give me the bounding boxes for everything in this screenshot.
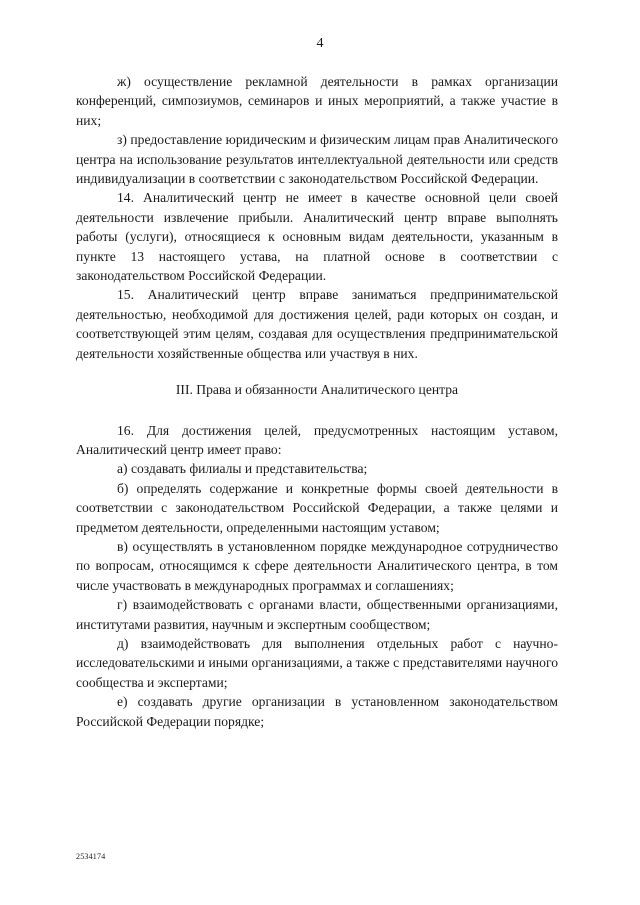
document-body (76, 72, 558, 731)
paragraph-d: д) взаимодействовать для выполнения отдельных работ с научно-исследовательскими и иными организациями, а также с представителями научного сообщества и экспертами; (76, 635, 558, 690)
paragraph-16: 16. Для достижения целей, предусмотренных настоящим уставом, Аналитический центр имеет право: (76, 422, 558, 457)
paragraph-15: 15. Аналитический центр вправе заниматься предпринимательской деятельностью, необходимой для достижения целей, ради которых он создан, и соответствующей этим целям, создавая для осуществления предпринимательской деятельности хозяйственные общества или участвуя в них. (76, 287, 558, 361)
paragraph-g: г) взаимодействовать с органами власти, общественными организациями, институтами развития, научным и экспертным сообществом; (76, 597, 558, 632)
page-number: 4 (316, 36, 324, 51)
paragraph-b: б) определять содержание и конкретные формы своей деятельности в соответствии с законодательством Российской Федерации, а также целями и предметом деятельности, определенными настоящим уставом; (76, 480, 558, 535)
paragraph-a: а) создавать филиалы и представительства; (117, 461, 368, 477)
paragraph-14: 14. Аналитический центр не имеет в качестве основной цели своей деятельности извлечение прибыли. Аналитический центр вправе выполнять работы (услуги), относящиеся к основным видам деятельности, указанным в пункте 13 настоящего устава, на платной основе в соответствии с законодательством Российской Федерации. (76, 190, 558, 284)
paragraph-zh: ж) осуществление рекламной деятельности в рамках организации конференций, симпозиумов, семинаров и иных мероприятий, а также участие в них; (76, 74, 558, 128)
section-heading: III. Права и обязанности Аналитического центра (175, 382, 459, 398)
paragraph-v: в) осуществлять в установленном порядке международное сотрудничество по вопросам, относящимся к сфере деятельности Аналитического центра, в том числе участвовать в международных программах и соглашениях; (76, 538, 558, 593)
paragraph-e: е) создавать другие организации в установленном законодательством Российской Федерации порядке; (76, 694, 558, 729)
document-code: 2534174 (76, 852, 106, 861)
paragraph-z: з) предоставление юридическим и физическим лицам прав Аналитического центра на использование результатов интеллектуальной деятельности или средств индивидуализации в соответствии с законодательством Российской Федерации. (76, 132, 558, 187)
